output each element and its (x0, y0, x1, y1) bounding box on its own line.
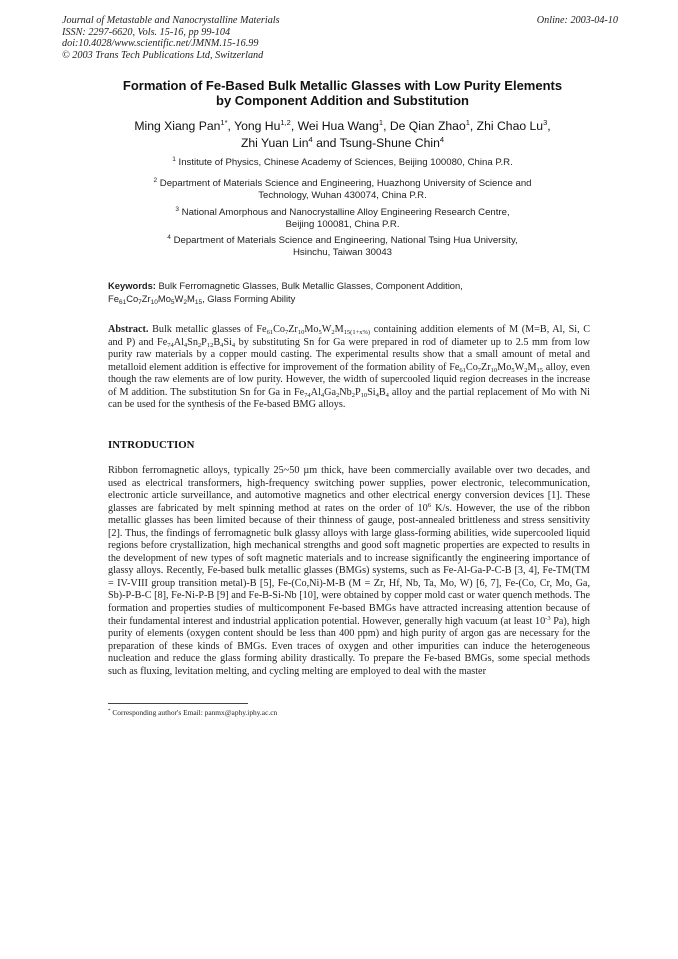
affiliation-number: 1 (172, 156, 176, 163)
footnote (108, 708, 277, 717)
formula-element: Zr (288, 324, 298, 335)
journal-copyright: © 2003 Trans Tech Publications Ltd, Switzerland (62, 49, 264, 61)
formula-subscript: 2 (331, 329, 335, 336)
formula-subscript: 2 (183, 298, 188, 306)
formula-element: Fe (293, 386, 305, 398)
formula-subscript: 5 (318, 329, 322, 336)
author-affil-mark: 3 (543, 118, 548, 127)
body-text: Pa), high purity of elements (oxygen content should be less than 400 ppm) and high purity of argon gas are necessary for the preparation of these kinds of BMGs. Even traces of oxygen and other impurities can induce the heterogeneous nucleation and reduce the glass forming ability drastically. To prepare the Fe-based BMGs, some special methods such as fluxing, levitation melting, and cycling melting are employed to deal with the master (108, 615, 591, 677)
formula-element: Mo (304, 324, 319, 335)
formula-subscript: 5 (511, 366, 515, 374)
formula-element: W (321, 324, 332, 335)
formula-subscript: 15(1+x%) (343, 329, 371, 336)
formula-subscript: 7 (138, 298, 142, 306)
author-affil-mark: 4 (439, 135, 445, 144)
formula-element: W (514, 361, 525, 373)
formula-subscript: 10 (150, 298, 158, 306)
author-affil-mark: 1 (465, 118, 470, 127)
formula-element: Fe (108, 292, 119, 304)
formula-element: Mo (497, 361, 512, 373)
affiliation-text: Technology, Wuhan 430074, China P.R. (258, 190, 427, 201)
formula-element: Co (465, 361, 478, 373)
formula-element: Si (367, 386, 376, 398)
alloy-formula (157, 337, 235, 348)
affiliation-2 (95, 178, 590, 202)
section-heading-introduction: INTRODUCTION (108, 439, 195, 451)
formula-element: Co (273, 324, 285, 335)
formula-element: P (201, 336, 207, 348)
footnote-divider (108, 703, 248, 704)
affiliation-text: Hsinchu, Taiwan 30043 (292, 247, 393, 258)
abstract (108, 324, 590, 412)
author-list (70, 118, 615, 152)
formula-subscript: 2 (197, 341, 202, 349)
formula-element: B (213, 336, 221, 348)
abstract-label: Abstract. (108, 324, 149, 335)
formula-subscript: 4 (385, 391, 389, 399)
formula-subscript: 2 (351, 391, 355, 399)
formula-element: Zr (141, 292, 151, 304)
formula-subscript: 61 (118, 298, 127, 306)
author-and: and (316, 136, 337, 150)
formula-element: Co (126, 292, 139, 304)
affiliation-text: Department of Materials Science and Engineering, National Tsing Hua University, (173, 235, 518, 246)
author-name: Ming Xiang Pan (134, 119, 221, 133)
author-name: De Qian Zhao (389, 119, 466, 133)
footnote-text: Corresponding author's Email: panmx@aphy.iphy.ac.cn (112, 708, 278, 717)
journal-issn: ISSN: 2297-6620, Vols. 15-16, pp 99-104 (62, 26, 231, 38)
affiliation-number: 4 (167, 234, 171, 241)
formula-subscript: 5 (170, 298, 175, 306)
alloy-formula (449, 362, 543, 373)
formula-element: Nb (339, 386, 352, 398)
affiliation-1 (95, 157, 590, 169)
formula-element: Zr (481, 361, 491, 373)
formula-element: Fe (157, 336, 168, 348)
formula-subscript: 7 (284, 329, 289, 336)
formula-subscript: 4 (220, 341, 224, 349)
affiliation-3 (95, 207, 590, 231)
abstract-text: containing addition elements of M (M=B, Al, Si, C and P) and (108, 324, 591, 348)
title-line-2: by Component Addition and Substitution (216, 93, 469, 108)
journal-doi: doi:10.4028/www.scientific.net/JMNM.15-16.99 (62, 38, 259, 49)
formula-subscript: 4 (375, 391, 379, 399)
formula-element: M (334, 324, 344, 335)
author-name: Yong Hu (234, 119, 281, 133)
formula-element: Si (223, 336, 232, 348)
affiliation-text: National Amorphous and Nanocrystalline Alloy Engineering Research Centre, (181, 207, 510, 218)
formula-element: Ga (324, 386, 336, 398)
alloy-formula (294, 387, 389, 398)
vacuum-level: $10^{-3}$ (534, 614, 551, 627)
formula-subscript: 12 (206, 341, 214, 349)
affiliation-number: 2 (153, 177, 158, 184)
formula-subscript: 74 (167, 341, 174, 349)
formula-subscript: 10 (360, 391, 368, 399)
formula-subscript: 7 (477, 366, 482, 374)
keywords-text: , Glass Forming Ability (202, 292, 296, 304)
footnote-mark: * (108, 709, 111, 714)
body-text: Ribbon ferromagnetic alloys, typically 25~50 µm thick, have been commercially available over two decades, and used as electrical transformers, high-frequency switching power supplies, power electronic, telecommunication, electronic article surveillance, and automotive magnetics and other electrical energy conversion devices [1]. These glasses are fabricated by melt spinning method at rates on the order of (108, 465, 590, 514)
formula-element: Fe (449, 361, 460, 373)
author-line-2 (70, 135, 615, 152)
author-name: Tsung-Shune Chin (339, 136, 440, 150)
author-affil-mark: 4 (308, 135, 313, 144)
author-name: Zhi Chao Lu (476, 119, 544, 133)
formula-subscript: 10 (490, 366, 498, 374)
formula-subscript: 61 (459, 366, 466, 374)
formula-element: Fe (256, 324, 267, 335)
author-name: Wei Hua Wang (297, 119, 379, 133)
affiliation-text: Beijing 100081, China P.R. (285, 219, 400, 230)
formula-subscript: 61 (266, 329, 274, 336)
affiliation-text: Department of Materials Science and Engineering, Huazhong University of Science and (159, 178, 532, 189)
introduction-paragraph (108, 465, 590, 678)
author-affil-mark: 1 (378, 118, 384, 127)
formula-element: P (354, 386, 361, 398)
abstract-text: by substituting Sn for Ga were prepared in rod of diameter up to 2.5 mm from low purity raw materials by a copper mould casting. The experimental results show that a small amount of metal and metalloid element addition is effective for improvement of the formation ability of (108, 336, 590, 373)
formula-subscript: 15 (194, 298, 203, 306)
formula-subscript: 4 (231, 341, 236, 349)
journal-name: Journal of Metastable and Nanocrystalline Materials (62, 15, 280, 26)
alloy-formula (108, 293, 202, 304)
keywords-label: Keywords: (108, 280, 156, 291)
journal-header (62, 15, 622, 61)
keywords-text: Bulk Ferromagnetic Glasses, Bulk Metallic Glasses, Component Addition, (158, 280, 463, 291)
online-date: Online: 2003-04-10 (536, 15, 618, 26)
formula-subscript: 4 (183, 341, 188, 349)
cooling-rate: $10^6$ (417, 501, 431, 514)
formula-element: Sn (187, 336, 198, 348)
body-text: K/s. However, the use of the ribbon metallic glasses has been limited because of their thinness of gauge, post-annealed brittleness and stress sensitivity [2]. Thus, the findings of ferromagnetic bulk glassy alloys with large glass-forming abilities, wide supercooled liquid regions before crystallization, high mechanical strengths and good soft magnetic properties are expected to results in the development of new types of soft magnetic materials and to increase significantly the engineering importance of glassy alloys. Recently, Fe-based bulk metallic glasses (BMGs) systems, such as Fe-Al-Ga-P-C-B [3, 4], Fe-TM(TM = IV-VIII group transition metal)-B [5], Fe-(Co,Ni)-M-B (M = Zr, Hf, Nb, Ta, Mo, W) [6, 7], Fe-(Co, Cr, Mo, Ga, Sb)-P-B-C [8], Fe-Ni-P-B [9] and Fe-B-Si-Nb [10], were obtained by copper mold cast or water quench methods. The formation and properties studies of multicomponent Fe-based BMGs have attracted increasing attention because of their fundamental interest and industrial application potential. However, generally high vacuum (at least (108, 502, 590, 627)
author-affil-mark: 1* (220, 118, 228, 127)
paper-title (70, 78, 615, 108)
affiliation-text: Institute of Physics, Chinese Academy of Sciences, Beijing 100080, China P.R. (178, 157, 513, 168)
formula-element: W (174, 292, 184, 304)
abstract-text: alloy and the partial replacement of Mo with Ni can be used for the synthesis of the Fe-based BMG alloys. (108, 386, 591, 410)
formula-subscript: 2 (524, 366, 528, 374)
keywords-block (108, 280, 588, 305)
formula-subscript: 4 (320, 391, 325, 399)
formula-element: B (378, 386, 386, 398)
formula-element: M (187, 292, 195, 304)
formula-element: Mo (157, 292, 171, 304)
author-name: Zhi Yuan Lin (240, 136, 309, 150)
affiliation-number: 3 (175, 206, 179, 213)
abstract-text: Bulk metallic glasses of (152, 324, 253, 335)
author-affil-mark: 1,2 (280, 118, 291, 127)
author-line-1: Ming Xiang Pan$^{1*}$, Yong Hu$^{1,2}$, Wei Hua Wang$^1$, De Qian Zhao$^1$, Zhi Chao Lu$^3$, (134, 118, 551, 133)
formula-element: Al (310, 386, 321, 398)
formula-subscript: 74 (304, 391, 311, 399)
formula-element: M (527, 361, 537, 373)
affiliation-4 (95, 235, 590, 259)
title-line-1: Formation of Fe-Based Bulk Metallic Glasses with Low Purity Elements (122, 78, 563, 93)
formula-element: Al (173, 336, 184, 348)
alloy-formula (256, 324, 370, 335)
formula-subscript: 2 (335, 391, 340, 399)
abstract-text: alloy, even though the raw elements are of low purity. However, the width of supercooled liquid region decreases in the increase of M addition. The substitution Sn for Ga in (108, 361, 591, 398)
formula-subscript: 15 (536, 366, 544, 374)
formula-subscript: 10 (297, 329, 305, 336)
